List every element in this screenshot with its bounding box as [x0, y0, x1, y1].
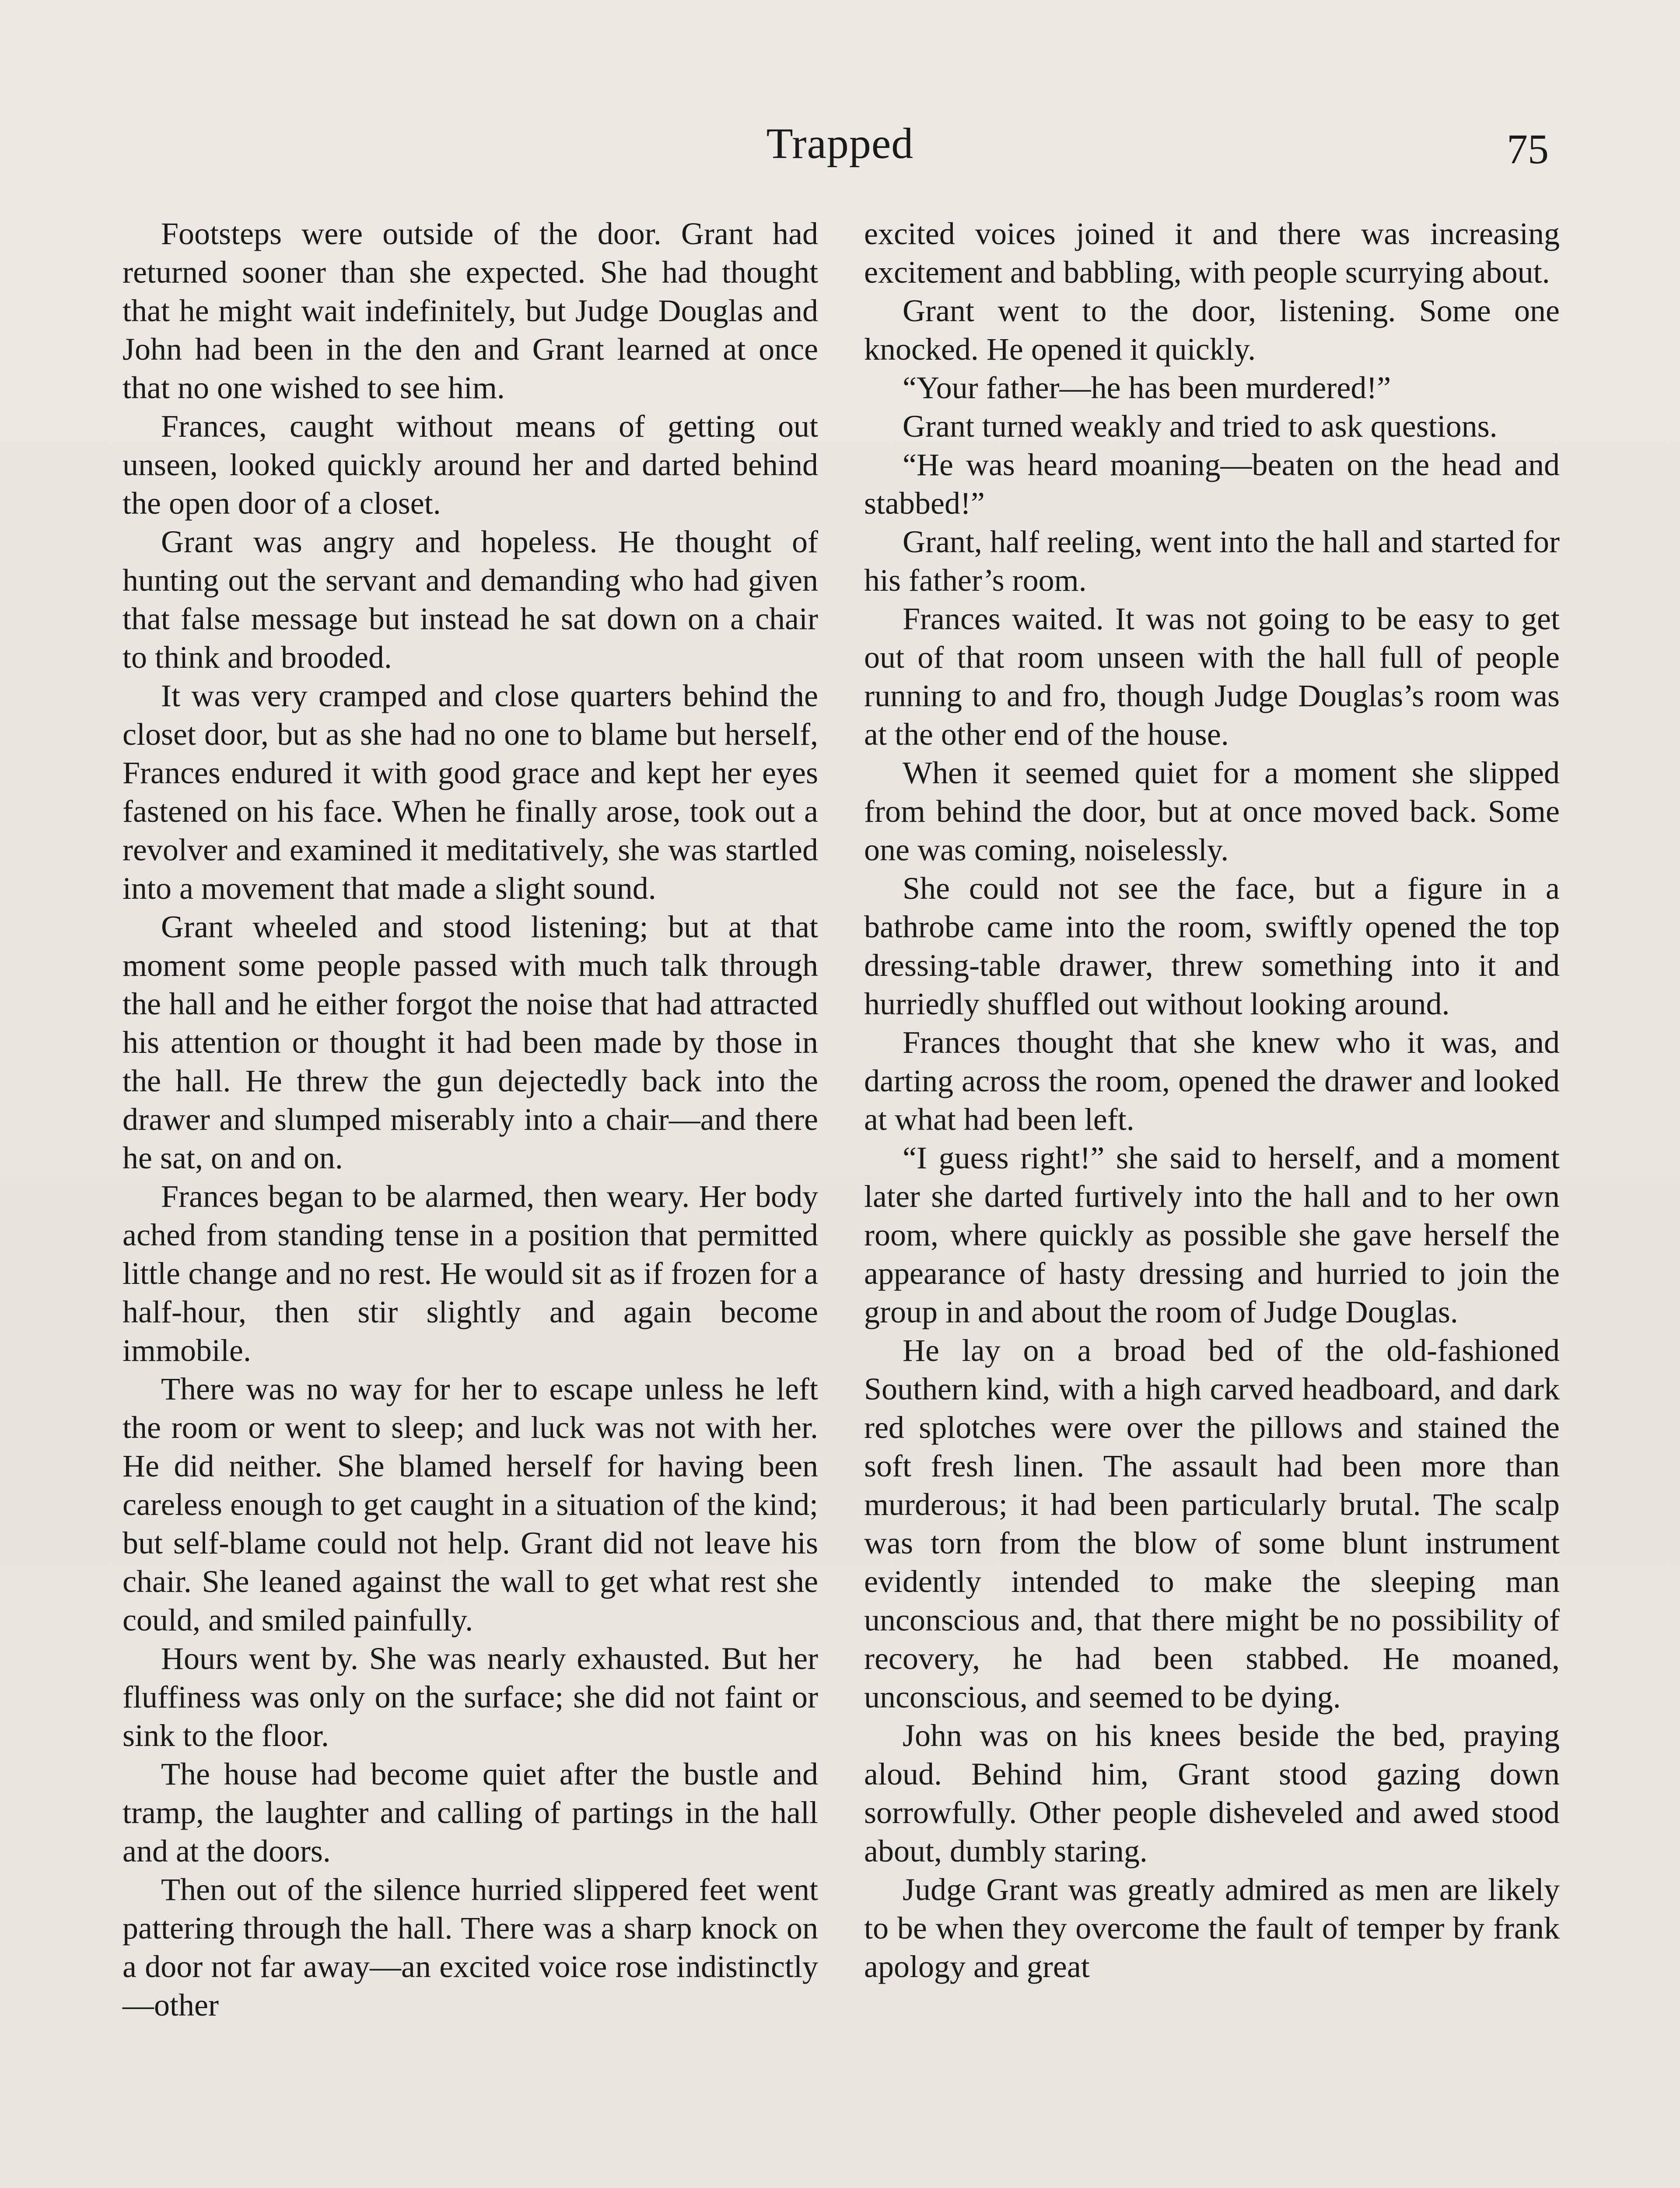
- paragraph: John was on his knees beside the bed, praying aloud. Behind him, Grant stood gazing down sorrowfully. Other people disheveled and awed stood about, dumbly staring.: [864, 1718, 1560, 1869]
- paragraph: It was very cramped and close quarters behind the closet door, but as she had no one to blame but herself, Frances endured it with good grace and kept her eyes fastened on his face. When he finally arose, took out a revolver and examined it meditatively, she was startled into a movement that made a slight sound.: [122, 678, 818, 906]
- paragraph: Frances, caught without means of getting out unseen, looked quickly around her and darted behind the open door of a closet.: [122, 409, 818, 521]
- paragraph: excited voices joined it and there was increasing excitement and babbling, with people scurrying about.: [864, 216, 1560, 290]
- paragraph: Frances began to be alarmed, then weary. Her body ached from standing tense in a position that permitted little change and no rest. He would sit as if frozen for a half-hour, then stir slightly and again become immobile.: [122, 1179, 818, 1368]
- paragraph: Grant, half reeling, went into the hall and started for his father’s room.: [864, 524, 1560, 598]
- left-column: [122, 214, 818, 2024]
- paragraph: Grant turned weakly and tried to ask questions.: [903, 409, 1498, 444]
- paragraph: Frances thought that she knew who it was, and darting across the room, opened the drawer and looked at what had been left.: [864, 1025, 1560, 1137]
- paragraph: Judge Grant was greatly admired as men are likely to be when they overcome the fault of temper by frank apology and great: [864, 1872, 1560, 1984]
- paragraph: “I guess right!” she said to herself, and a moment later she darted furtively into the hall and to her own room, where quickly as possible she gave herself the appearance of hasty dressing and hurried to join the group in and about the room of Judge Douglas.: [864, 1140, 1560, 1329]
- paragraph: He lay on a broad bed of the old-fashioned Southern kind, with a high carved headboard, and dark red splotches were over the pillows and stained the soft fresh linen. The assault had been more than murderous; it had been particularly brutal. The scalp was torn from the blow of some blunt instrument evidently intended to make the sleeping man unconscious and, that there might be no possibility of recovery, he had been stabbed. He moaned, unconscious, and seemed to be dying.: [864, 1333, 1560, 1715]
- paragraph: Then out of the silence hurried slippered feet went pattering through the hall. There was a sharp knock on a door not far away—an excited voice rose indistinctly—other: [122, 1872, 818, 2023]
- paragraph: Grant was angry and hopeless. He thought of hunting out the servant and demanding who had given that false message but instead he sat down on a chair to think and brooded.: [122, 524, 818, 675]
- paragraph: There was no way for her to escape unless he left the room or went to sleep; and luck was not with her. He did neither. She blamed herself for having been careless enough to get caught in a situation of the kind; but self-blame could not help. Grant did not leave his chair. She leaned against the wall to get what rest she could, and smiled painfully.: [122, 1371, 818, 1637]
- paragraph: Grant went to the door, listening. Some one knocked. He opened it quickly.: [864, 293, 1560, 367]
- paragraph: The house had become quiet after the bustle and tramp, the laughter and calling of partings in the hall and at the doors.: [122, 1757, 818, 1869]
- running-title: Trapped: [766, 119, 914, 168]
- paragraph: Grant wheeled and stood listening; but at that moment some people passed with much talk through the hall and he either forgot the noise that had attracted his attention or thought it had been made by those in the hall. He threw the gun dejectedly back into the drawer and slumped miserably into a chair—and there he sat, on and on.: [122, 909, 818, 1175]
- paragraph: She could not see the face, but a figure in a bathrobe came into the room, swiftly opened the top dressing-table drawer, threw something into it and hurriedly shuffled out without looking around.: [864, 871, 1560, 1021]
- paragraph: “Your father—he has been murdered!”: [903, 370, 1391, 405]
- paragraph: Footsteps were outside of the door. Grant had returned sooner than she expected. She had thought that he might wait indefinitely, but Judge Douglas and John had been in the den and Grant learned at once that no one wished to see him.: [122, 216, 818, 405]
- paragraph: Frances waited. It was not going to be easy to get out of that room unseen with the hall full of people running to and fro, though Judge Douglas’s room was at the other end of the house.: [864, 601, 1560, 752]
- paragraph: Hours went by. She was nearly exhausted. But her fluffiness was only on the surface; she did not faint or sink to the floor.: [122, 1641, 818, 1753]
- paragraph: “He was heard moaning—beaten on the head and stabbed!”: [864, 447, 1560, 521]
- paragraph: When it seemed quiet for a moment she slipped from behind the door, but at once moved back. Some one was coming, noiselessly.: [864, 755, 1560, 867]
- page-number: 75: [1507, 126, 1549, 172]
- right-column: [864, 214, 1560, 1986]
